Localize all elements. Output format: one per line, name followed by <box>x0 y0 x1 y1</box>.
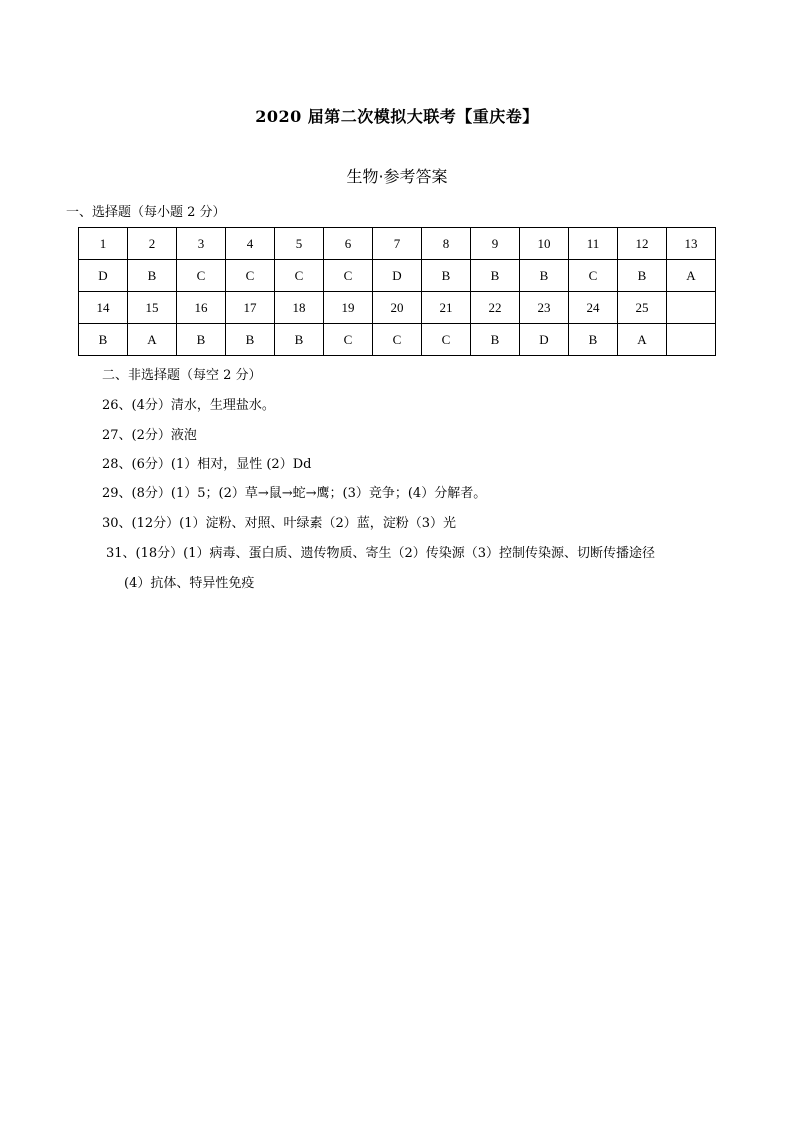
question-number-cell: 15 <box>128 292 177 324</box>
question-number-cell: 7 <box>373 228 422 260</box>
answer-cell: C <box>275 260 324 292</box>
answer-cell: C <box>226 260 275 292</box>
answer-28: 28、(6分）(1）相对，显性 (2）Dd <box>102 457 312 472</box>
answer-cell: A <box>667 260 716 292</box>
answer-cell: B <box>471 260 520 292</box>
question-number-cell: 16 <box>177 292 226 324</box>
answer-31-line-1: 31、(18分）(1）病毒、蛋白质、遗传物质、寄生（2）传染源（3）控制传染源、切断传播途径 <box>106 546 656 561</box>
document-title: 2020 届第二次模拟大联考【重庆卷】 <box>255 107 539 126</box>
answer-cell: C <box>373 324 422 356</box>
answer-cell: B <box>177 324 226 356</box>
table-row <box>79 260 716 292</box>
question-number-cell: 24 <box>569 292 618 324</box>
section-heading-non-choice: 二、非选择题（每空 2 分） <box>102 368 262 383</box>
answer-cell: B <box>79 324 128 356</box>
question-number-cell: 19 <box>324 292 373 324</box>
question-number-cell: 25 <box>618 292 667 324</box>
question-number-cell: 8 <box>422 228 471 260</box>
answer-cell: B <box>618 260 667 292</box>
question-number-cell: 13 <box>667 228 716 260</box>
answer-cell: A <box>618 324 667 356</box>
answer-27: 27、(2分）液泡 <box>102 428 197 443</box>
document-subtitle: 生物·参考答案 <box>346 167 448 186</box>
question-number-cell: 2 <box>128 228 177 260</box>
answer-29: 29、(8分）(1）5；(2）草→鼠→蛇→鹰；(3）竞争；(4）分解者。 <box>102 486 487 501</box>
question-number-cell: 18 <box>275 292 324 324</box>
question-number-cell: 20 <box>373 292 422 324</box>
answer-cell: C <box>324 324 373 356</box>
answer-cell: B <box>226 324 275 356</box>
answer-cell: B <box>128 260 177 292</box>
question-number-cell: 3 <box>177 228 226 260</box>
answer-cell: C <box>569 260 618 292</box>
answer-cell: A <box>128 324 177 356</box>
answer-table <box>78 227 716 356</box>
answer-26: 26、(4分）清水，生理盐水。 <box>102 398 275 413</box>
answer-31-line-2: (4）抗体、特异性免疫 <box>124 576 255 591</box>
table-row <box>79 228 716 260</box>
table-row <box>79 324 716 356</box>
question-number-cell: 22 <box>471 292 520 324</box>
answer-cell: D <box>373 260 422 292</box>
answer-cell: B <box>569 324 618 356</box>
answer-30: 30、(12分）(1）淀粉、对照、叶绿素（2）蓝，淀粉（3）光 <box>102 516 457 531</box>
answer-cell: C <box>422 324 471 356</box>
table-row <box>79 292 716 324</box>
question-number-cell <box>667 292 716 324</box>
question-number-cell: 17 <box>226 292 275 324</box>
answer-cell: D <box>79 260 128 292</box>
question-number-cell: 6 <box>324 228 373 260</box>
answer-cell: B <box>275 324 324 356</box>
answer-cell: C <box>177 260 226 292</box>
answer-cell: B <box>422 260 471 292</box>
question-number-cell: 21 <box>422 292 471 324</box>
answer-cell: D <box>520 324 569 356</box>
question-number-cell: 10 <box>520 228 569 260</box>
question-number-cell: 14 <box>79 292 128 324</box>
answer-cell: B <box>520 260 569 292</box>
question-number-cell: 1 <box>79 228 128 260</box>
question-number-cell: 9 <box>471 228 520 260</box>
question-number-cell: 5 <box>275 228 324 260</box>
question-number-cell: 23 <box>520 292 569 324</box>
answer-cell: B <box>471 324 520 356</box>
answer-cell <box>667 324 716 356</box>
question-number-cell: 12 <box>618 228 667 260</box>
section-heading-choice: 一、选择题（每小题 2 分） <box>66 205 226 220</box>
answer-cell: C <box>324 260 373 292</box>
question-number-cell: 11 <box>569 228 618 260</box>
question-number-cell: 4 <box>226 228 275 260</box>
